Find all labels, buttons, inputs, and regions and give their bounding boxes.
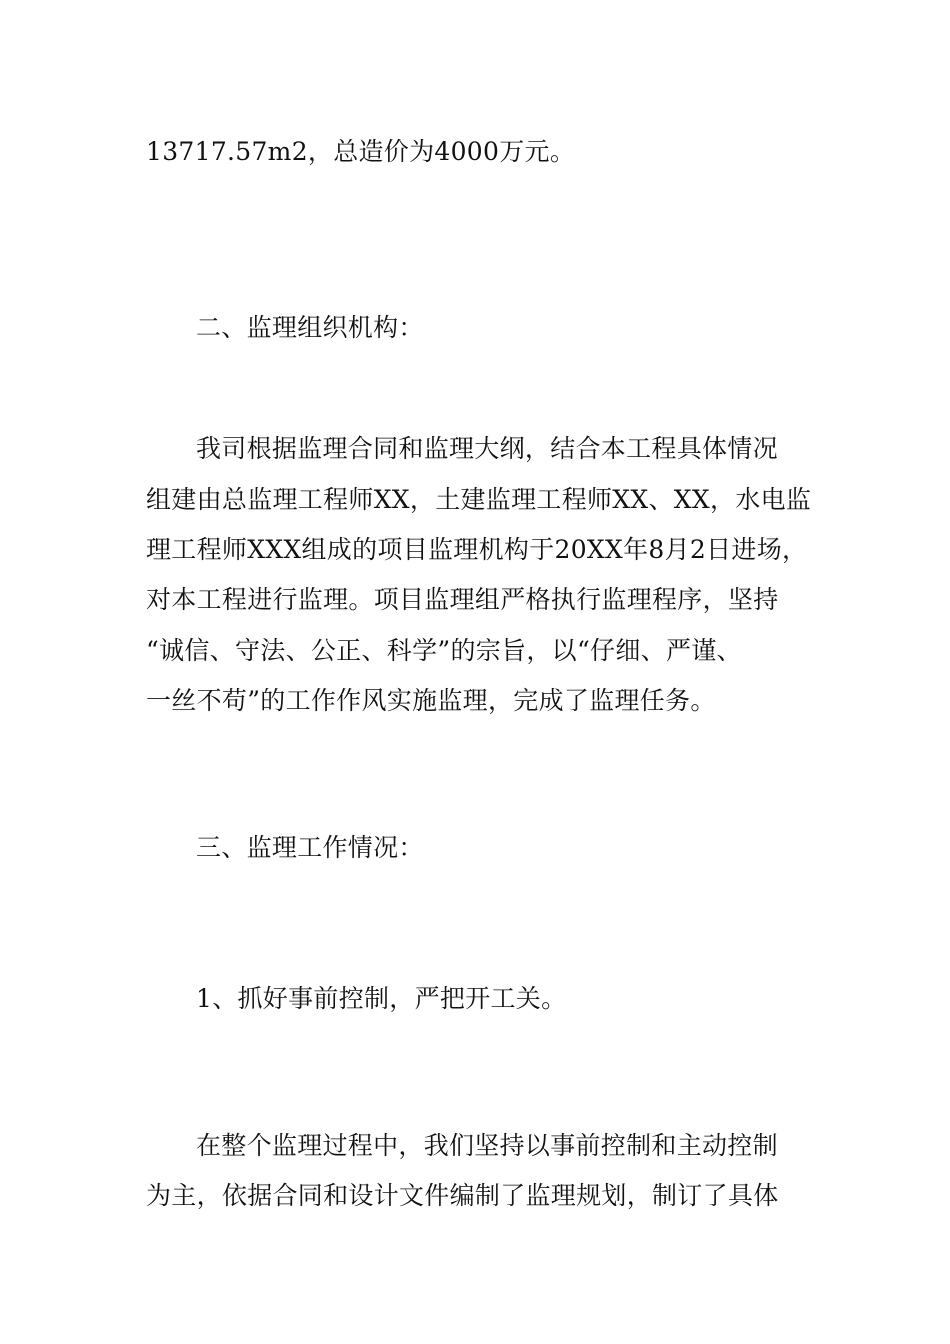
paragraph-line: 为主，依据合同和设计文件编制了监理规划，制订了具体 — [146, 1181, 779, 1210]
paragraph-line: 对本工程进行监理。项目监理组严格执行监理程序，坚持 — [146, 585, 779, 614]
paragraph-line: 我司根据监理合同和监理大纲，结合本工程具体情况 — [196, 434, 778, 463]
paragraph-line: 组建由总监理工程师XX，土建监理工程师XX、XX，水电监 — [146, 485, 812, 514]
paragraph-line: “诚信、守法、公正、科学”的宗旨，以“仔细、严谨、 — [146, 636, 742, 665]
paragraph-line: 一丝不苟”的工作作风实施监理，完成了监理任务。 — [146, 686, 716, 715]
paragraph-intro-tail: 13717.57m2，总造价为4000万元。 — [146, 137, 576, 166]
section-heading-organization: 二、监理组织机构： — [196, 313, 424, 342]
section-heading-work: 三、监理工作情况： — [196, 833, 424, 862]
paragraph-line: 理工程师XXX组成的项目监理机构于20XX年8月2日进场， — [146, 535, 808, 564]
paragraph-line: 在整个监理过程中，我们坚持以事前控制和主动控制 — [196, 1131, 778, 1160]
list-item-1: 1、抓好事前控制，严把开工关。 — [196, 984, 567, 1013]
